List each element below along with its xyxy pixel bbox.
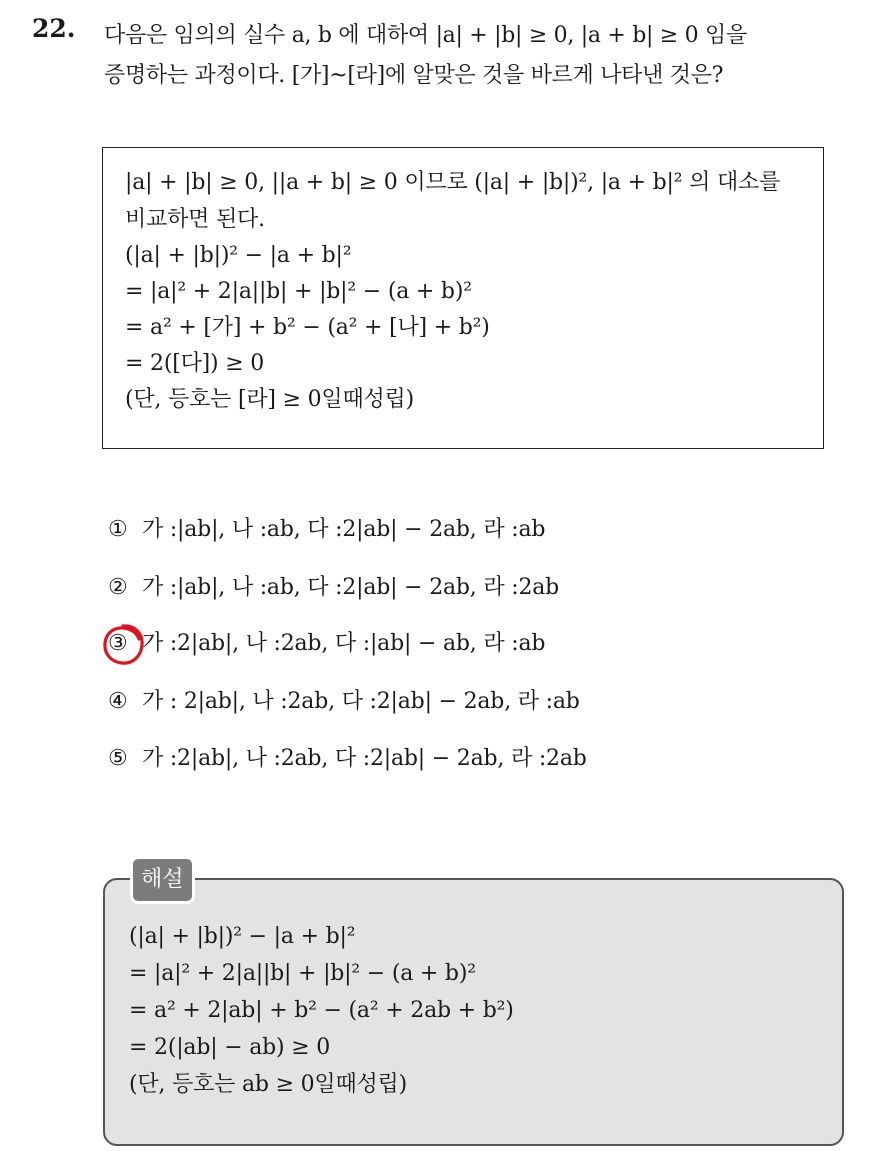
solution-line: = |a|² + 2|a||b| + |b|² − (a + b)² xyxy=(129,961,476,986)
choice-5[interactable] xyxy=(108,739,587,779)
choice-2[interactable] xyxy=(108,568,559,608)
proof-line: 비교하면 된다. xyxy=(125,207,265,232)
question-line: 증명하는 과정이다. [가]~[라]에 알맞은 것을 바르게 나타낸 것은? xyxy=(104,63,724,88)
question-line: 다음은 임의의 실수 a, b 에 대하여 |a| + |b| ≥ 0, |a + b| ≥ 0 임을 xyxy=(104,23,747,48)
choice-3[interactable] xyxy=(108,624,545,664)
solution-tag: 해설 xyxy=(130,856,195,904)
proof-line: |a| + |b| ≥ 0, ||a + b| ≥ 0 이므로 (|a| + |b|)², |a + b|² 의 대소를 xyxy=(125,170,781,195)
choice-marker: ③ xyxy=(108,631,128,656)
problem-number: 22. xyxy=(32,14,76,43)
proof-line: (단, 등호는 [라] ≥ 0일때성립) xyxy=(125,387,414,412)
proof-line: = a² + [가] + b² − (a² + [나] + b²) xyxy=(125,315,490,340)
proof-line: = 2([다]) ≥ 0 xyxy=(125,351,265,376)
choice-marker: ④ xyxy=(108,689,128,714)
solution-line: (|a| + |b|)² − |a + b|² xyxy=(129,924,356,949)
choice-1[interactable] xyxy=(108,510,545,550)
solution-box xyxy=(103,878,844,1146)
solution-line: (단, 등호는 ab ≥ 0일때성립) xyxy=(129,1072,407,1097)
solution-line: = 2(|ab| − ab) ≥ 0 xyxy=(129,1035,331,1060)
solution-line: = a² + 2|ab| + b² − (a² + 2ab + b²) xyxy=(129,998,514,1023)
proof-line: = |a|² + 2|a||b| + |b|² − (a + b)² xyxy=(125,279,472,304)
choice-marker: ⑤ xyxy=(108,746,128,771)
question-text xyxy=(104,16,874,96)
proof-box xyxy=(102,147,824,449)
choice-4[interactable] xyxy=(108,682,580,722)
choice-marker: ① xyxy=(108,517,128,542)
choice-text: 가 :|ab|, 나 :ab, 다 :2|ab| − 2ab, 라 :ab xyxy=(142,517,546,542)
choice-text: 가 :2|ab|, 나 :2ab, 다 :|ab| − ab, 라 :ab xyxy=(142,631,546,656)
proof-line: (|a| + |b|)² − |a + b|² xyxy=(125,243,352,268)
choice-text: 가 :|ab|, 나 :ab, 다 :2|ab| − 2ab, 라 :2ab xyxy=(142,575,560,600)
choice-text: 가 : 2|ab|, 나 :2ab, 다 :2|ab| − 2ab, 라 :ab xyxy=(142,689,580,714)
choice-text: 가 :2|ab|, 나 :2ab, 다 :2|ab| − 2ab, 라 :2ab xyxy=(142,746,587,771)
choice-marker: ② xyxy=(108,575,128,600)
